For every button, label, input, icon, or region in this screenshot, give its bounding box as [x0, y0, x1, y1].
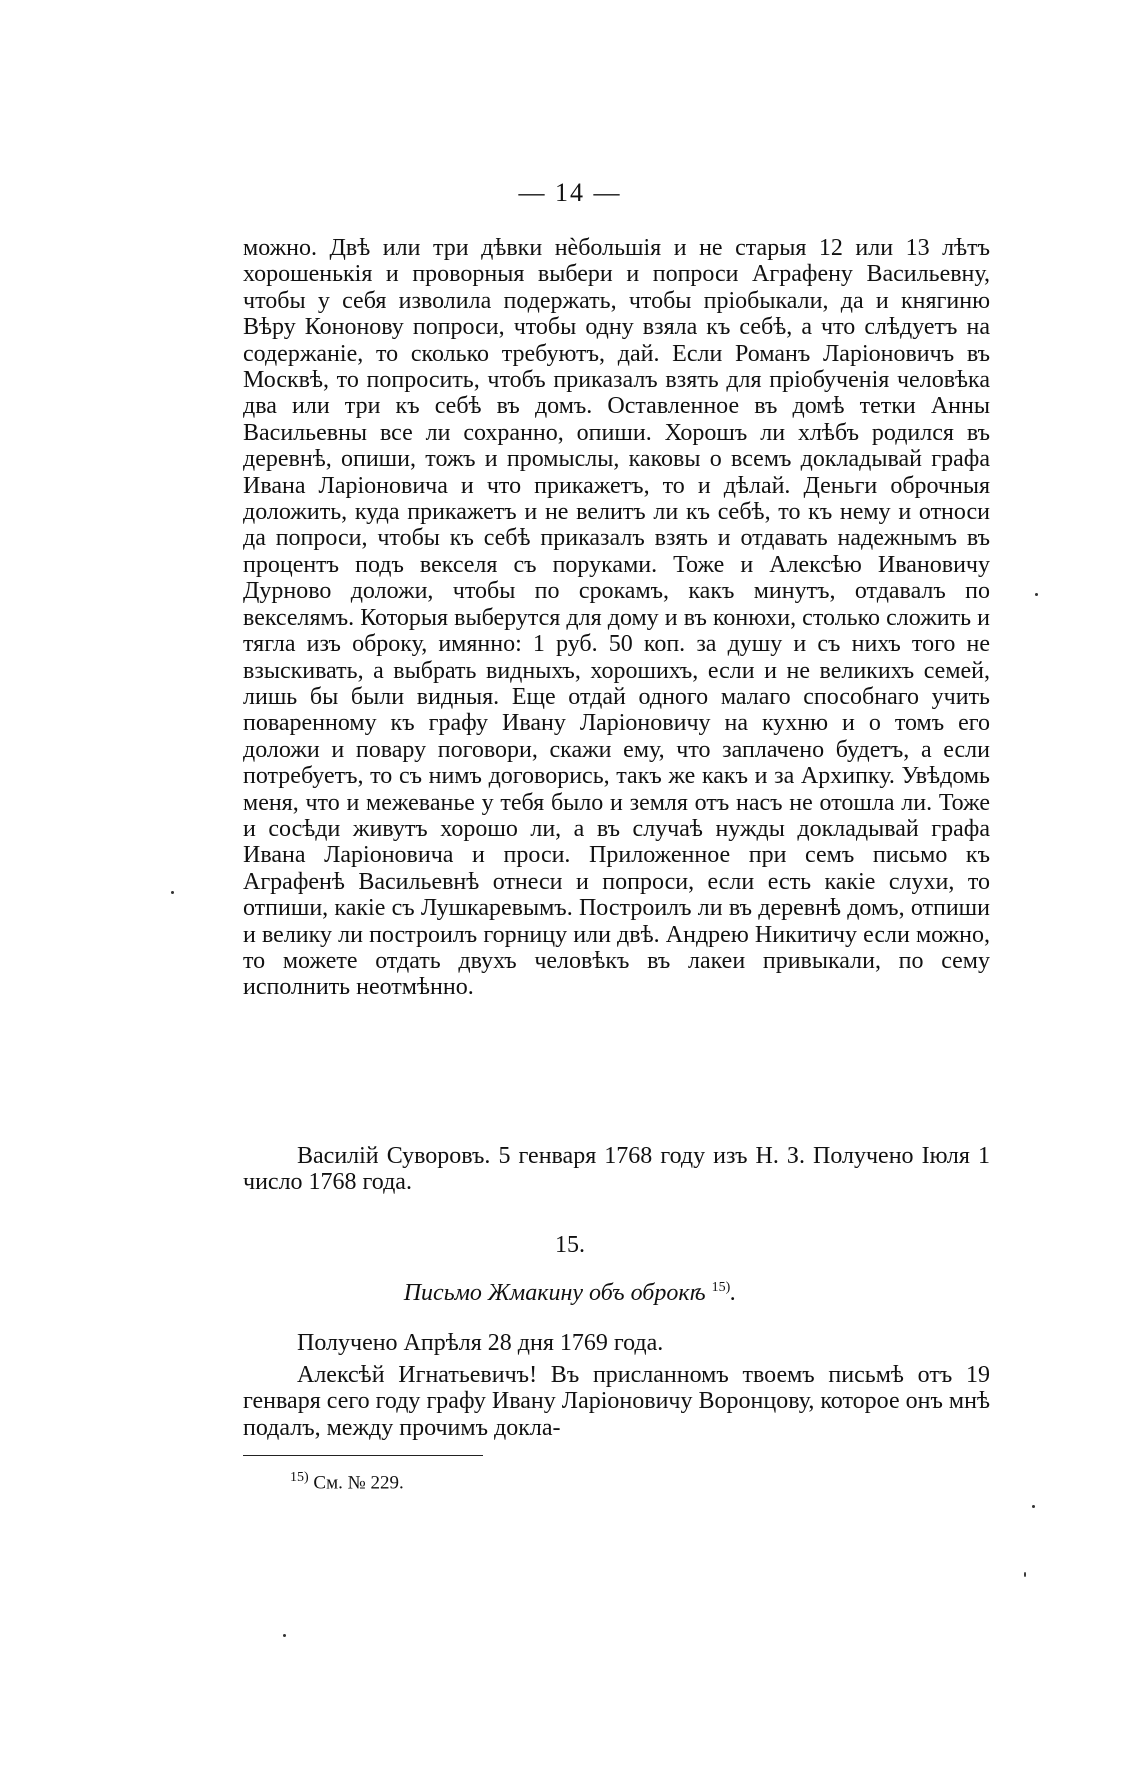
page-number: — 14 —	[518, 178, 622, 207]
letter-opening-text: Алексѣй Игнатьевичъ! Въ присланномъ твоемъ письмѣ отъ 19 генваря сего году графу Ивану Ларіоновичу Воронцову, которое онъ мнѣ подалъ, между прочимъ докла-	[243, 1362, 990, 1441]
print-speck	[1032, 1505, 1035, 1508]
footnote-divider	[243, 1455, 483, 1456]
letter-signature	[243, 1143, 990, 1196]
signature-paragraph: Василій Суворовъ. 5 генваря 1768 году изъ Н. З. Получено Іюля 1 число 1768 года.	[243, 1143, 990, 1196]
print-speck	[283, 1634, 286, 1637]
letter-title: Письмо Жмакину объ оброкѣ $^{15)}$.	[403, 1280, 737, 1306]
received-date	[243, 1330, 990, 1356]
print-speck	[1024, 1572, 1026, 1577]
footnote-text: См. № 229.	[313, 1472, 404, 1494]
print-speck	[171, 891, 174, 894]
letter-title-text: Письмо Жмакину объ оброкѣ	[403, 1280, 706, 1306]
received-date-text: Получено Апрѣля 28 дня 1769 года.	[297, 1330, 664, 1356]
print-speck	[1035, 593, 1038, 596]
body-paragraph: можно. Двѣ или три дѣвки нѐбольшія и не старыя 12 или 13 лѣтъ хорошенькія и проворныя выбери и попроси Аграфену Васильевну, чтобы у себя изволила подержать, чтобы пріобыкали, да и княгиню Вѣру Кононову попроси, чтобы одну взяла къ себѣ, а что слѣдуетъ на содержаніе, то сколько требуютъ, дай. Если Романъ Ларіоновичъ въ Москвѣ, то попросить, чтобъ приказалъ взять для пріобученія человѣка два или три къ себѣ въ домъ. Оставленное въ домѣ тетки Анны Васильевны все ли сохранно, опиши. Хорошъ ли хлѣбъ родился въ деревнѣ, опиши, тожъ и промыслы, каковы о всемъ докладывай графа Ивана Ларіоновича и что прикажетъ, то и дѣлай. Деньги оброчныя доложить, куда прикажетъ и не велитъ ли къ себѣ, то къ нему и относи да попроси, чтобы къ себѣ приказалъ взять и отдавать надежнымъ въ процентъ подъ векселя съ поруками. Тоже и Алексѣю Ивановичу Дурново доложи, чтобы по срокамъ, какъ минутъ, отдавалъ по векселямъ. Которыя выберутся для дому и въ конюхи, столько сложить и тягла изъ оброку, имянно: 1 руб. 50 коп. за душу и съ нихъ того не взыскивать, а выбрать видныхъ, хорошихъ, если и не великихъ семей, лишь бы были видныя. Еще отдай одного малаго способнаго учить поваренному къ графу Ивану Ларіоновичу на кухню и о томъ его доложи и повару поговори, скажи ему, что заплачено будетъ, а если потребуетъ, то съ нимъ договорись, такъ же какъ и за Архипку. Увѣдомь меня, что и межеванье у тебя было и земля отъ насъ не отошла ли. Тоже и сосѣди живутъ хорошо ли, а въ случаѣ нужды докладывай графа Ивана Ларіоновича и проси. Приложенное при семъ письмо къ Аграфенѣ Васильевнѣ отнеси и попроси, если есть какіе слухи, то отпиши, какіе съ Лушкаревымъ. Построилъ ли въ деревнѣ домъ, отпиши и велику ли построилъ горницу или двѣ. Андрею Никитичу если можно, то можете отдать двухъ человѣкъ въ лакеи привыкали, по сему исполнить неотмѣнно.	[243, 235, 990, 1001]
footnote-mark: 15)	[290, 1470, 309, 1485]
footnote	[290, 1470, 404, 1494]
letter-opening	[243, 1362, 990, 1441]
section-number: 15.	[555, 1232, 585, 1258]
letter-body-continuation	[243, 235, 990, 1001]
footnote-reference: 15)	[711, 1280, 731, 1295]
